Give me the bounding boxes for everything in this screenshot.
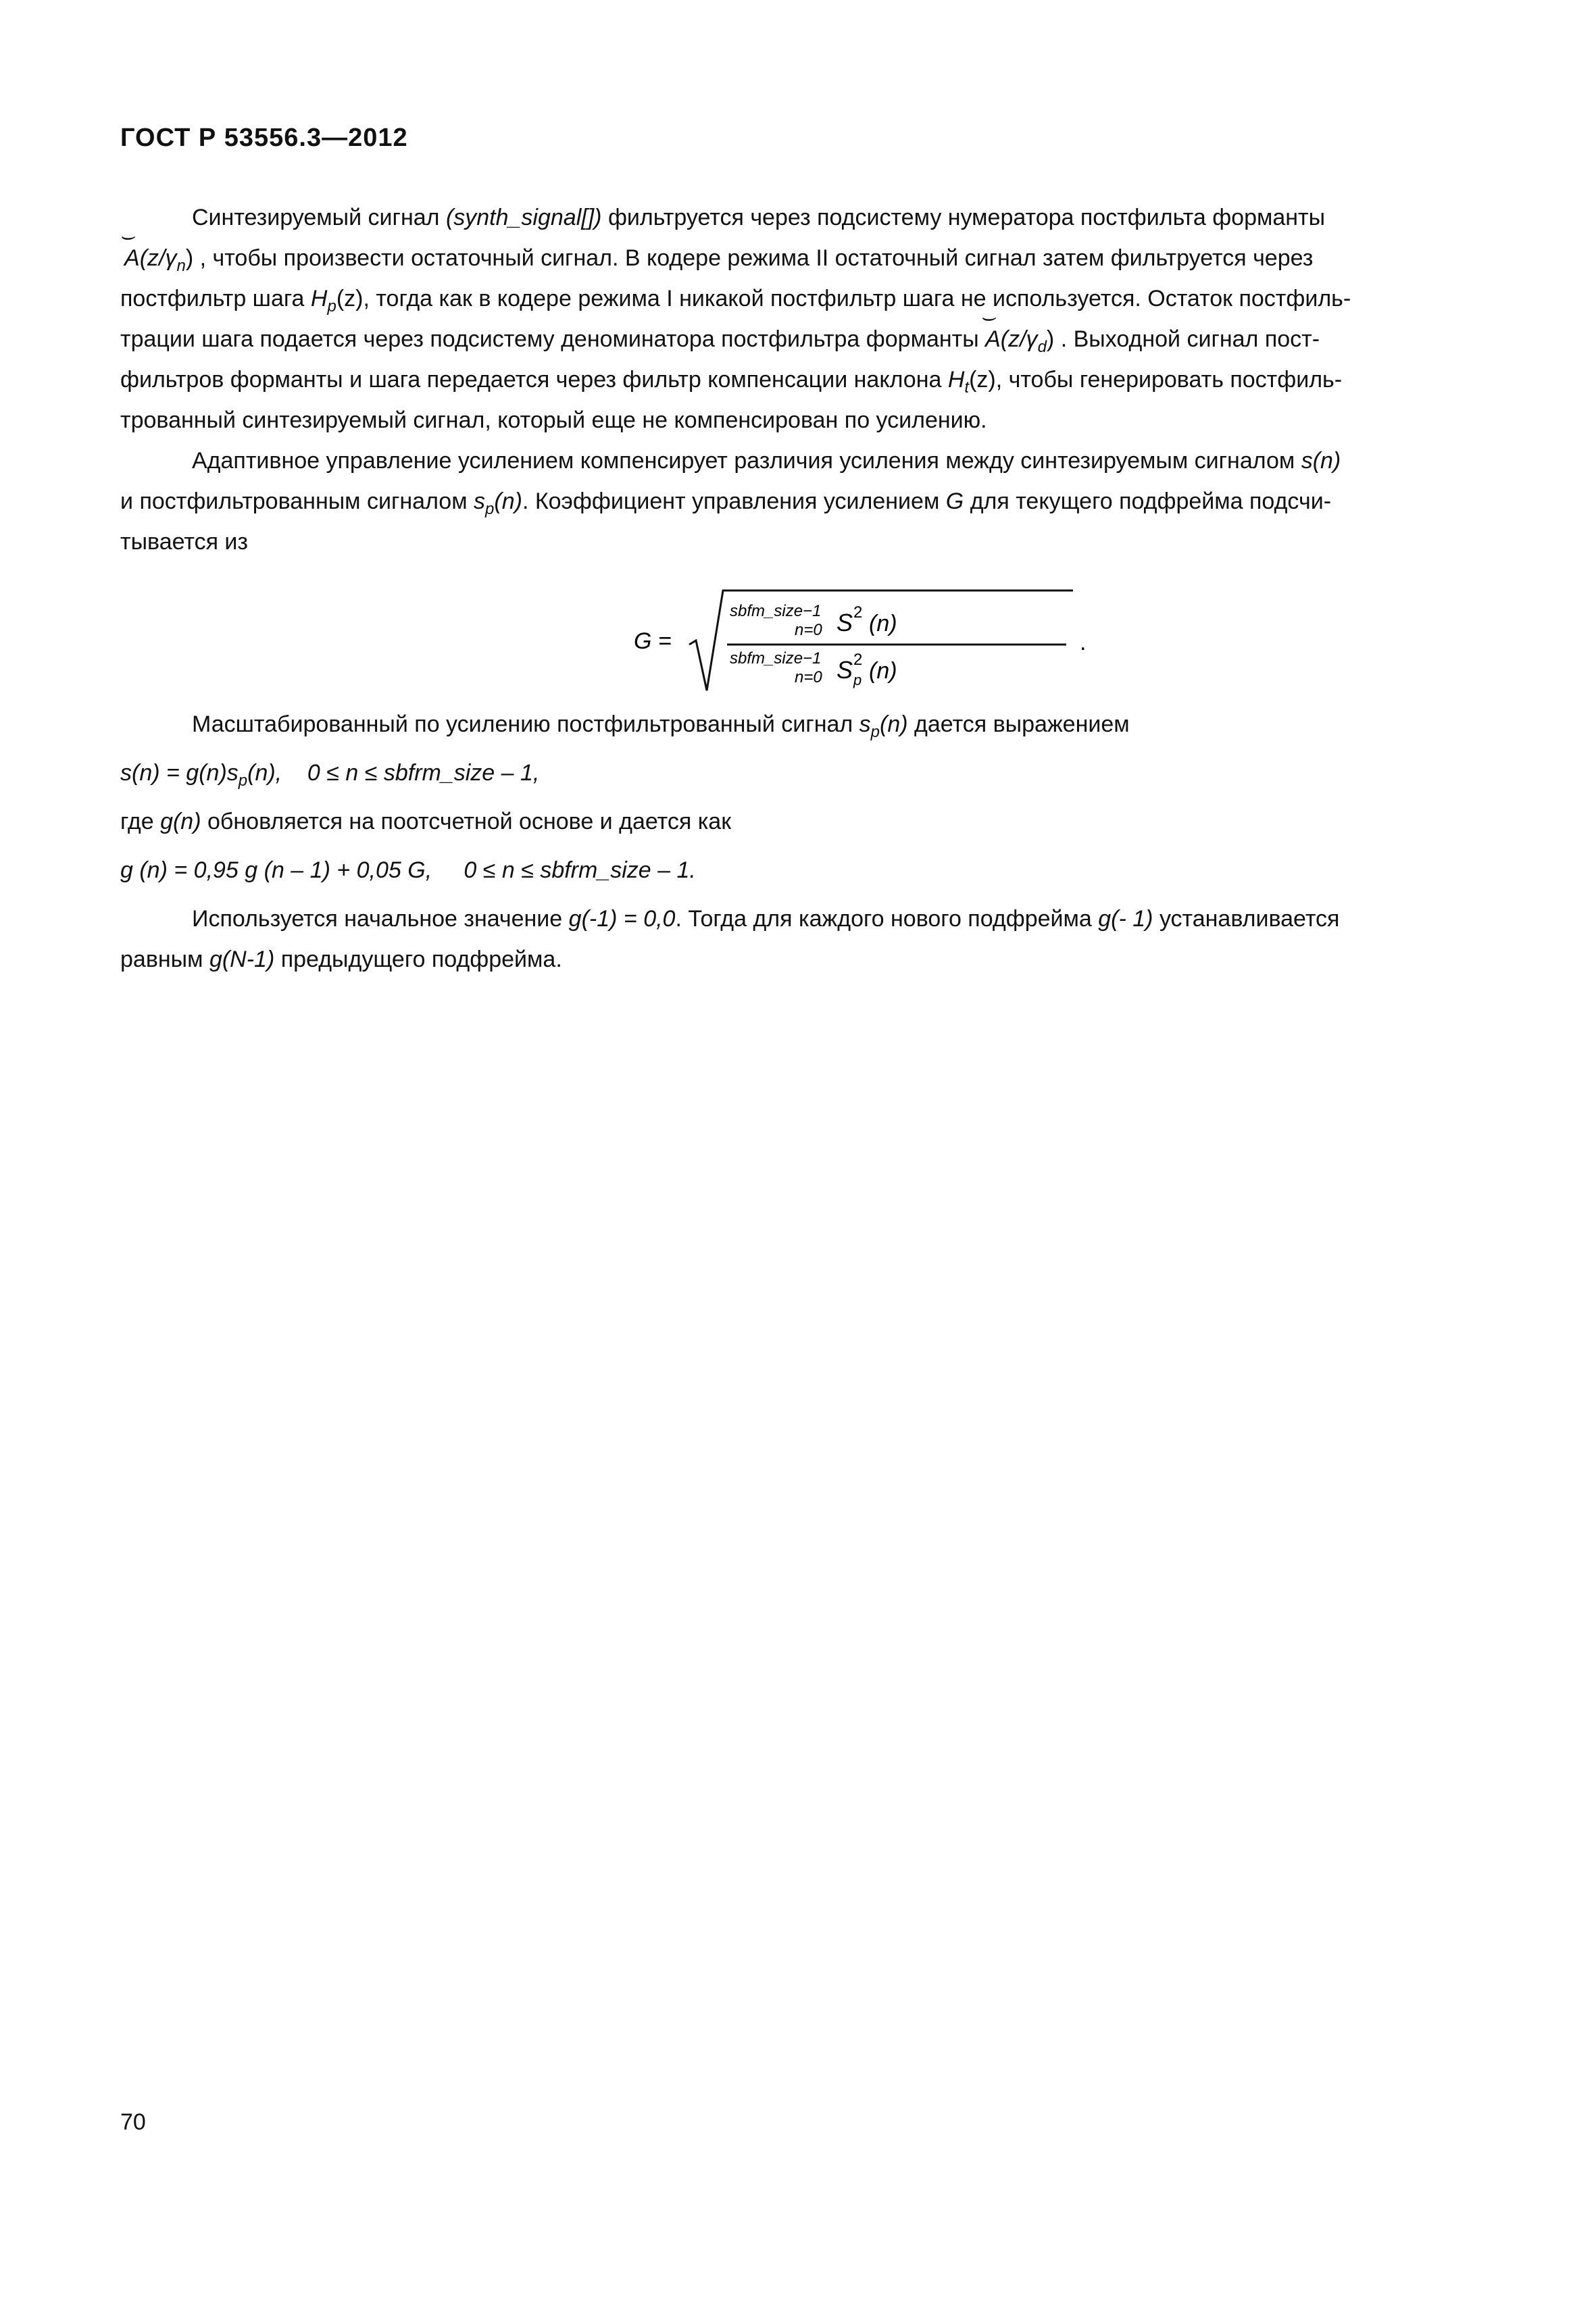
paragraph-line: Используется начальное значение g(-1) = 0,0. Тогда для каждого нового подфрейма g(- 1) устанавливается [192,906,1340,932]
paragraph-line: Адаптивное управление усилением компенсирует различия усиления между синтезируемым сигналом s(n) [192,448,1341,474]
equation-line: $s(n) = g(n)s_p(n)$, 0 ≤ n ≤ sbfrm_size – 1, [120,760,540,790]
num-arg: (n) [869,611,897,636]
formula-end: . [1080,630,1087,655]
paragraph-line: равным g(N-1) предыдущего подфрейма. [120,947,562,972]
gain-formula-svg [634,576,1107,697]
den-sum-lower: n=0 [795,668,822,686]
paragraph-line: тывается из [120,529,249,555]
paragraph-line: и постфильтрованным сигналом $s_p(n)$. Коэффициент управления усилением G для текущего подфрейма подсчи- [120,488,1332,518]
document-header: ГОСТ Р 53556.3—2012 [120,124,408,152]
paragraph-line: трованный синтезируемый сигнал, который еще не компенсирован по усилению. [120,407,987,433]
document-body [120,197,1477,980]
den-sup: 2 [853,651,863,669]
num-sum-upper: sbfm_size−1 [730,602,822,620]
den-sum-upper: sbfm_size−1 [730,649,822,668]
den-sub: p [853,672,862,688]
num-expr: S [837,609,853,636]
page-number: 70 [120,2109,146,2135]
paragraph-line: где g(n) обновляется на поотсчетной основе и дается как [120,809,732,834]
paragraph-line: фильтров форманты и шага передается через фильтр компенсации наклона $H_t(z)$, чтобы генерировать постфиль- [120,367,1343,397]
den-arg: (n) [869,658,897,684]
equation-line: g (n) = 0,95 g (n – 1) + 0,05 G, 0 ≤ n ≤ sbfrm_size – 1. [120,857,696,883]
gain-formula [120,562,1477,704]
paragraph-line: Синтезируемый сигнал (synth_signal[]) фильтруется через подсистему нумератора постфильта форманты [192,205,1326,230]
num-sup: 2 [853,603,863,622]
num-sum-lower: n=0 [795,621,822,639]
paragraph-line: Масштабированный по усилению постфильтрованный сигнал $s_p(n)$ дается выражением [192,711,1130,741]
formula-lhs: G = [634,628,672,654]
paragraph-line: ⌢ $A(z/\gamma_n)$ , чтобы произвести остаточный сигнал. В кодере режима II остаточный сигнал затем фильтруется через [120,238,1477,278]
paragraph-line: постфильтр шага $H_p(z)$, тогда как в кодере режима I никакой постфильтр шага не используется. Остаток постфиль- [120,286,1351,316]
den-expr: S [837,656,853,684]
paragraph-line: трации шага подается через подсистему деноминатора постфильтра форманты ⌢ $A(z/\gamma_d)$ . Выходной сигнал пост- [120,319,1477,359]
